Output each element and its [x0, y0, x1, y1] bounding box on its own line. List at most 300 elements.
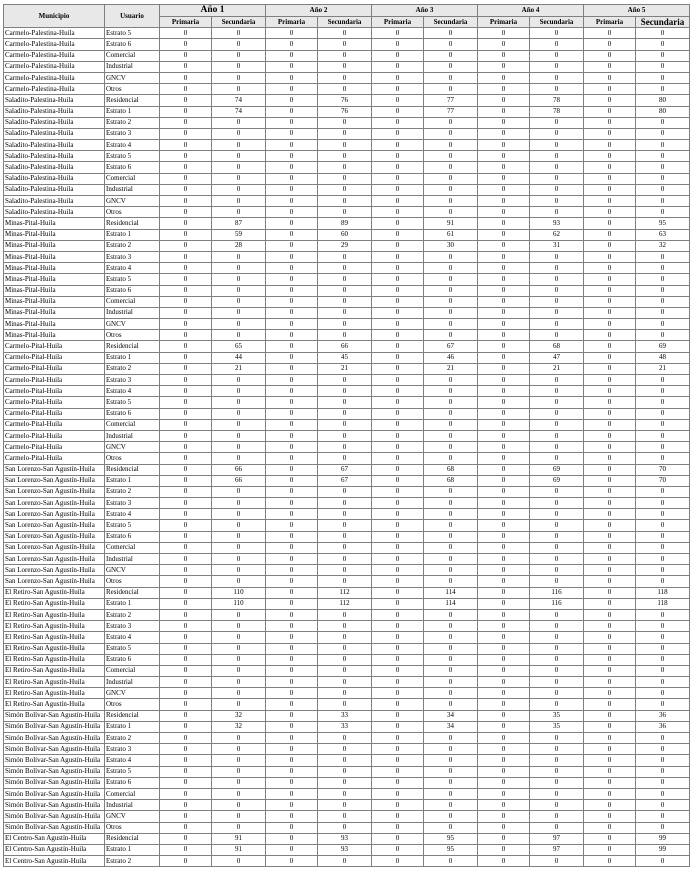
cell-value: 0 — [530, 61, 584, 72]
cell-value: 0 — [478, 61, 530, 72]
cell-value: 0 — [212, 162, 266, 173]
cell-value: 0 — [318, 509, 372, 520]
cell-value: 0 — [424, 28, 478, 39]
cell-value: 0 — [266, 251, 318, 262]
cell-usuario: Estrato 1 — [105, 721, 160, 732]
cell-value: 0 — [318, 777, 372, 788]
table-row — [4, 251, 690, 262]
cell-value: 0 — [372, 430, 424, 441]
header-year-3: Año 3 — [372, 5, 478, 17]
cell-value: 0 — [372, 285, 424, 296]
cell-value: 0 — [530, 442, 584, 453]
cell-value: 0 — [584, 341, 636, 352]
cell-value: 0 — [584, 84, 636, 95]
cell-value: 0 — [372, 710, 424, 721]
cell-value: 80 — [636, 95, 690, 106]
table-row — [4, 733, 690, 744]
cell-value: 0 — [636, 677, 690, 688]
cell-value: 0 — [372, 229, 424, 240]
cell-value: 0 — [424, 699, 478, 710]
cell-municipio: Minas-Pital-Huila — [4, 319, 105, 330]
cell-value: 0 — [530, 419, 584, 430]
cell-value: 48 — [636, 352, 690, 363]
cell-value: 0 — [160, 28, 212, 39]
cell-municipio: San Lorenzo-San Agustín-Huila — [4, 509, 105, 520]
cell-value: 0 — [160, 856, 212, 867]
cell-value: 0 — [318, 531, 372, 542]
cell-value: 0 — [266, 531, 318, 542]
cell-value: 0 — [372, 565, 424, 576]
cell-value: 0 — [636, 788, 690, 799]
cell-value: 0 — [212, 609, 266, 620]
cell-usuario: Estrato 5 — [105, 643, 160, 654]
cell-value: 0 — [160, 50, 212, 61]
cell-value: 0 — [318, 643, 372, 654]
cell-value: 0 — [478, 296, 530, 307]
cell-value: 0 — [478, 822, 530, 833]
cell-municipio: Saladito-Palestina-Huila — [4, 173, 105, 184]
table-row — [4, 442, 690, 453]
cell-value: 0 — [212, 665, 266, 676]
table-row — [4, 341, 690, 352]
cell-value: 0 — [318, 386, 372, 397]
cell-value: 0 — [160, 430, 212, 441]
cell-value: 0 — [636, 128, 690, 139]
cell-value: 0 — [636, 688, 690, 699]
cell-value: 0 — [160, 251, 212, 262]
cell-value: 0 — [636, 319, 690, 330]
cell-usuario: GNCV — [105, 565, 160, 576]
cell-value: 0 — [424, 274, 478, 285]
cell-value: 45 — [318, 352, 372, 363]
cell-usuario: Estrato 3 — [105, 621, 160, 632]
table-row — [4, 531, 690, 542]
cell-value: 95 — [424, 844, 478, 855]
cell-value: 0 — [584, 375, 636, 386]
cell-value: 0 — [266, 375, 318, 386]
cell-value: 0 — [212, 822, 266, 833]
cell-value: 118 — [636, 598, 690, 609]
cell-value: 0 — [478, 744, 530, 755]
cell-value: 0 — [372, 699, 424, 710]
cell-municipio: Carmelo-Pital-Huila — [4, 341, 105, 352]
cell-municipio: Minas-Pital-Huila — [4, 307, 105, 318]
cell-value: 0 — [266, 319, 318, 330]
cell-value: 0 — [212, 196, 266, 207]
cell-value: 93 — [318, 833, 372, 844]
cell-usuario: Estrato 6 — [105, 162, 160, 173]
cell-value: 33 — [318, 710, 372, 721]
cell-value: 65 — [212, 341, 266, 352]
cell-value: 0 — [584, 800, 636, 811]
cell-value: 0 — [212, 307, 266, 318]
cell-value: 0 — [584, 285, 636, 296]
cell-value: 0 — [372, 28, 424, 39]
cell-value: 0 — [372, 117, 424, 128]
cell-municipio: Carmelo-Palestina-Huila — [4, 50, 105, 61]
cell-usuario: GNCV — [105, 688, 160, 699]
cell-municipio: Simón Bolívar-San Agustín-Huila — [4, 788, 105, 799]
cell-value: 0 — [584, 609, 636, 620]
cell-usuario: Industrial — [105, 677, 160, 688]
table-row — [4, 721, 690, 732]
cell-value: 0 — [584, 330, 636, 341]
cell-value: 0 — [160, 140, 212, 151]
cell-value: 0 — [266, 173, 318, 184]
cell-value: 0 — [424, 196, 478, 207]
cell-value: 69 — [636, 341, 690, 352]
table-row — [4, 263, 690, 274]
table-row — [4, 352, 690, 363]
cell-municipio: San Lorenzo-San Agustín-Huila — [4, 520, 105, 531]
cell-value: 0 — [478, 688, 530, 699]
cell-value: 0 — [372, 520, 424, 531]
table-row — [4, 84, 690, 95]
cell-value: 0 — [584, 822, 636, 833]
cell-value: 0 — [424, 61, 478, 72]
cell-value: 0 — [478, 307, 530, 318]
cell-value: 0 — [530, 319, 584, 330]
cell-municipio: El Centro-San Agustín-Huila — [4, 856, 105, 867]
cell-value: 0 — [160, 453, 212, 464]
cell-value: 0 — [478, 677, 530, 688]
cell-value: 0 — [636, 330, 690, 341]
cell-value: 0 — [318, 442, 372, 453]
cell-value: 0 — [424, 777, 478, 788]
cell-value: 0 — [478, 408, 530, 419]
cell-value: 0 — [266, 285, 318, 296]
table-row — [4, 173, 690, 184]
cell-value: 0 — [584, 184, 636, 195]
table-header — [4, 5, 690, 28]
cell-municipio: San Lorenzo-San Agustín-Huila — [4, 531, 105, 542]
cell-value: 0 — [160, 688, 212, 699]
cell-usuario: Comercial — [105, 542, 160, 553]
table-row — [4, 654, 690, 665]
cell-value: 0 — [266, 106, 318, 117]
table-row — [4, 106, 690, 117]
cell-value: 0 — [424, 184, 478, 195]
cell-value: 0 — [266, 554, 318, 565]
cell-value: 0 — [318, 375, 372, 386]
cell-value: 0 — [584, 621, 636, 632]
cell-value: 0 — [266, 665, 318, 676]
cell-value: 0 — [160, 565, 212, 576]
cell-value: 0 — [160, 576, 212, 587]
cell-value: 0 — [424, 84, 478, 95]
cell-value: 0 — [584, 811, 636, 822]
cell-value: 0 — [478, 263, 530, 274]
cell-value: 0 — [212, 207, 266, 218]
cell-value: 69 — [530, 475, 584, 486]
cell-value: 0 — [478, 229, 530, 240]
cell-value: 0 — [372, 341, 424, 352]
cell-value: 0 — [530, 498, 584, 509]
cell-value: 0 — [266, 811, 318, 822]
cell-usuario: Estrato 5 — [105, 151, 160, 162]
table-row — [4, 95, 690, 106]
cell-value: 0 — [212, 72, 266, 83]
cell-value: 0 — [318, 733, 372, 744]
cell-value: 0 — [266, 330, 318, 341]
cell-value: 0 — [212, 386, 266, 397]
cell-value: 0 — [636, 61, 690, 72]
cell-value: 0 — [636, 554, 690, 565]
table-row — [4, 844, 690, 855]
cell-value: 0 — [424, 654, 478, 665]
cell-value: 118 — [636, 587, 690, 598]
cell-value: 0 — [636, 856, 690, 867]
cell-value: 0 — [372, 151, 424, 162]
cell-value: 0 — [266, 621, 318, 632]
table-row — [4, 218, 690, 229]
cell-usuario: Comercial — [105, 173, 160, 184]
table-row — [4, 755, 690, 766]
cell-value: 0 — [530, 296, 584, 307]
cell-municipio: El Retiro-San Agustín-Huila — [4, 598, 105, 609]
table-row — [4, 117, 690, 128]
cell-value: 0 — [530, 263, 584, 274]
cell-usuario: Estrato 1 — [105, 844, 160, 855]
cell-municipio: Simón Bolívar-San Agustín-Huila — [4, 811, 105, 822]
cell-municipio: El Retiro-San Agustín-Huila — [4, 677, 105, 688]
cell-value: 0 — [160, 665, 212, 676]
cell-value: 0 — [318, 50, 372, 61]
cell-value: 0 — [530, 408, 584, 419]
cell-value: 0 — [424, 285, 478, 296]
table-row — [4, 61, 690, 72]
cell-value: 89 — [318, 218, 372, 229]
cell-value: 0 — [636, 498, 690, 509]
cell-value: 0 — [636, 442, 690, 453]
cell-value: 0 — [636, 766, 690, 777]
cell-value: 0 — [318, 296, 372, 307]
cell-value: 114 — [424, 587, 478, 598]
cell-value: 0 — [478, 128, 530, 139]
cell-value: 0 — [478, 218, 530, 229]
header-year-4: Año 4 — [478, 5, 584, 17]
cell-value: 0 — [372, 274, 424, 285]
cell-value: 0 — [160, 609, 212, 620]
cell-value: 0 — [160, 240, 212, 251]
cell-value: 0 — [318, 28, 372, 39]
cell-usuario: Estrato 6 — [105, 531, 160, 542]
cell-value: 0 — [372, 207, 424, 218]
cell-municipio: Saladito-Palestina-Huila — [4, 117, 105, 128]
cell-value: 0 — [318, 330, 372, 341]
cell-value: 0 — [478, 95, 530, 106]
table-row — [4, 621, 690, 632]
table-row — [4, 50, 690, 61]
cell-value: 0 — [318, 61, 372, 72]
cell-value: 0 — [212, 184, 266, 195]
cell-value: 0 — [318, 609, 372, 620]
cell-value: 0 — [636, 408, 690, 419]
cell-value: 0 — [584, 173, 636, 184]
cell-value: 0 — [212, 117, 266, 128]
table-row — [4, 856, 690, 867]
cell-value: 97 — [530, 844, 584, 855]
cell-value: 0 — [318, 408, 372, 419]
cell-municipio: Carmelo-Palestina-Huila — [4, 84, 105, 95]
cell-value: 91 — [212, 844, 266, 855]
table-row — [4, 576, 690, 587]
cell-value: 78 — [530, 106, 584, 117]
cell-value: 68 — [424, 464, 478, 475]
cell-value: 0 — [424, 50, 478, 61]
cell-value: 0 — [636, 777, 690, 788]
cell-value: 0 — [318, 677, 372, 688]
cell-value: 0 — [478, 117, 530, 128]
cell-value: 0 — [372, 542, 424, 553]
cell-usuario: Comercial — [105, 419, 160, 430]
cell-value: 0 — [530, 609, 584, 620]
cell-value: 0 — [318, 520, 372, 531]
cell-value: 0 — [530, 565, 584, 576]
cell-value: 0 — [372, 665, 424, 676]
cell-value: 0 — [160, 207, 212, 218]
cell-value: 0 — [424, 39, 478, 50]
cell-value: 0 — [160, 117, 212, 128]
cell-value: 0 — [318, 453, 372, 464]
table-row — [4, 800, 690, 811]
header-secundaria: Secundaria — [212, 17, 266, 28]
cell-municipio: Minas-Pital-Huila — [4, 251, 105, 262]
cell-value: 0 — [424, 442, 478, 453]
cell-usuario: Estrato 2 — [105, 363, 160, 374]
cell-value: 116 — [530, 598, 584, 609]
cell-municipio: Saladito-Palestina-Huila — [4, 184, 105, 195]
cell-municipio: Minas-Pital-Huila — [4, 330, 105, 341]
cell-value: 0 — [530, 397, 584, 408]
cell-value: 29 — [318, 240, 372, 251]
cell-value: 0 — [636, 162, 690, 173]
cell-value: 0 — [372, 162, 424, 173]
table-row — [4, 542, 690, 553]
cell-value: 0 — [266, 777, 318, 788]
cell-value: 0 — [424, 140, 478, 151]
cell-usuario: Estrato 6 — [105, 777, 160, 788]
cell-value: 78 — [530, 95, 584, 106]
cell-value: 0 — [584, 464, 636, 475]
cell-value: 0 — [372, 419, 424, 430]
cell-usuario: Otros — [105, 207, 160, 218]
cell-value: 0 — [478, 196, 530, 207]
cell-value: 0 — [372, 531, 424, 542]
cell-value: 0 — [372, 598, 424, 609]
cell-value: 0 — [636, 755, 690, 766]
header-secundaria: Secundaria — [318, 17, 372, 28]
cell-value: 0 — [372, 442, 424, 453]
cell-value: 0 — [424, 643, 478, 654]
cell-value: 0 — [636, 654, 690, 665]
cell-value: 0 — [478, 39, 530, 50]
cell-value: 0 — [478, 162, 530, 173]
cell-value: 0 — [530, 173, 584, 184]
cell-value: 0 — [478, 486, 530, 497]
cell-usuario: Otros — [105, 576, 160, 587]
cell-value: 0 — [584, 755, 636, 766]
table-row — [4, 744, 690, 755]
cell-usuario: Estrato 2 — [105, 856, 160, 867]
cell-value: 112 — [318, 598, 372, 609]
cell-value: 0 — [160, 833, 212, 844]
cell-value: 0 — [424, 688, 478, 699]
cell-value: 0 — [160, 307, 212, 318]
cell-value: 0 — [636, 285, 690, 296]
cell-value: 0 — [584, 128, 636, 139]
cell-value: 0 — [266, 542, 318, 553]
cell-value: 0 — [318, 744, 372, 755]
cell-value: 0 — [478, 665, 530, 676]
cell-value: 0 — [530, 688, 584, 699]
cell-value: 0 — [372, 632, 424, 643]
cell-usuario: Estrato 1 — [105, 229, 160, 240]
cell-value: 0 — [266, 61, 318, 72]
cell-value: 0 — [530, 755, 584, 766]
cell-value: 0 — [160, 352, 212, 363]
cell-municipio: Carmelo-Palestina-Huila — [4, 61, 105, 72]
cell-value: 0 — [160, 330, 212, 341]
cell-value: 35 — [530, 710, 584, 721]
cell-value: 36 — [636, 710, 690, 721]
cell-value: 0 — [584, 520, 636, 531]
cell-value: 0 — [266, 733, 318, 744]
cell-value: 0 — [160, 39, 212, 50]
cell-value: 0 — [266, 363, 318, 374]
table-row — [4, 833, 690, 844]
cell-value: 32 — [212, 721, 266, 732]
cell-usuario: Estrato 3 — [105, 498, 160, 509]
cell-usuario: Otros — [105, 699, 160, 710]
cell-usuario: GNCV — [105, 72, 160, 83]
cell-value: 0 — [266, 240, 318, 251]
cell-value: 0 — [478, 509, 530, 520]
cell-value: 0 — [318, 285, 372, 296]
cell-value: 0 — [636, 84, 690, 95]
cell-municipio: San Lorenzo-San Agustín-Huila — [4, 498, 105, 509]
cell-value: 0 — [266, 576, 318, 587]
cell-value: 0 — [318, 822, 372, 833]
cell-value: 0 — [266, 856, 318, 867]
cell-usuario: Estrato 3 — [105, 251, 160, 262]
cell-value: 0 — [530, 117, 584, 128]
cell-value: 0 — [584, 397, 636, 408]
cell-value: 46 — [424, 352, 478, 363]
cell-value: 0 — [160, 811, 212, 822]
cell-value: 0 — [584, 665, 636, 676]
table-row — [4, 72, 690, 83]
cell-value: 87 — [212, 218, 266, 229]
cell-value: 0 — [212, 777, 266, 788]
cell-value: 0 — [424, 453, 478, 464]
cell-value: 0 — [212, 453, 266, 464]
cell-value: 0 — [318, 565, 372, 576]
cell-value: 0 — [478, 419, 530, 430]
cell-value: 0 — [160, 274, 212, 285]
cell-value: 0 — [266, 699, 318, 710]
table-row — [4, 498, 690, 509]
cell-usuario: Residencial — [105, 587, 160, 598]
cell-value: 0 — [478, 531, 530, 542]
cell-value: 0 — [318, 184, 372, 195]
cell-municipio: El Retiro-San Agustín-Huila — [4, 632, 105, 643]
cell-value: 99 — [636, 833, 690, 844]
cell-municipio: San Lorenzo-San Agustín-Huila — [4, 475, 105, 486]
cell-value: 0 — [212, 498, 266, 509]
cell-value: 0 — [424, 498, 478, 509]
cell-value: 0 — [160, 263, 212, 274]
